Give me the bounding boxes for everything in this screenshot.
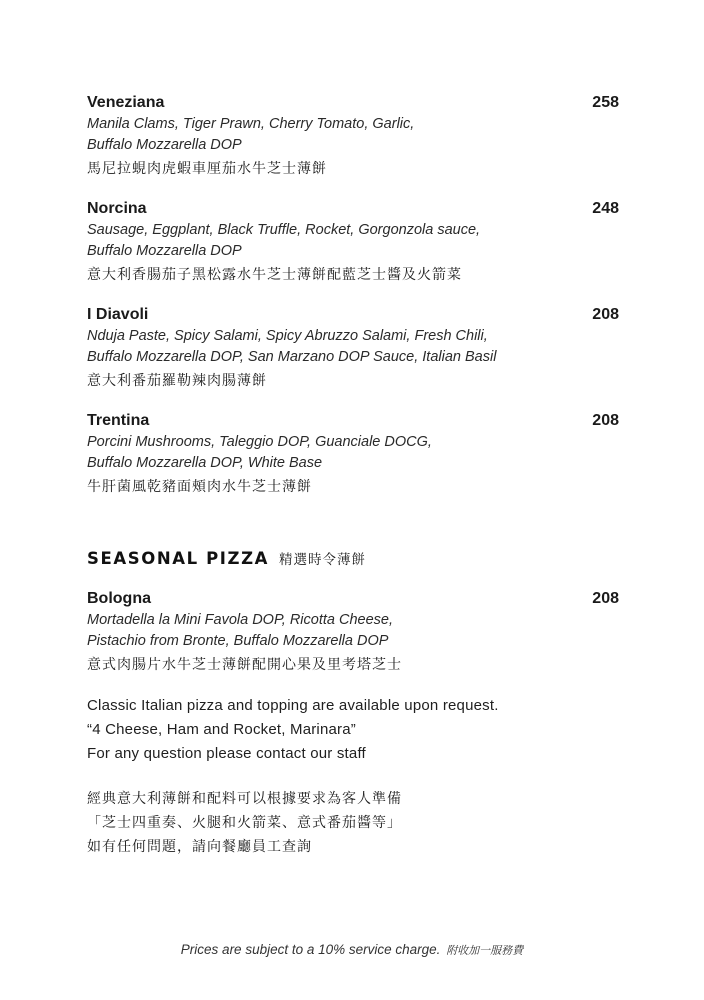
note-line: 「芝士四重奏、火腿和火箭菜、意式番茄醬等」 — [87, 814, 402, 830]
item-name: Veneziana — [87, 94, 165, 111]
note-line: 如有任何問題，請向餐廳員工查詢 — [87, 838, 312, 854]
item-price: 248 — [592, 200, 619, 217]
menu-item-trentina — [87, 410, 619, 498]
item-chinese-name: 意式肉腸片水牛芝士薄餅配開心果及里考塔芝士 — [87, 656, 402, 672]
note-line: 經典意大利薄餅和配料可以根據要求為客人準備 — [87, 790, 402, 806]
menu-page — [87, 92, 619, 858]
item-price: 208 — [592, 412, 619, 429]
footer-text-en: Prices are subject to a 10% service charge. — [180, 942, 441, 957]
menu-item-i-diavoli — [87, 304, 619, 392]
item-description: Buffalo Mozzarella DOP — [87, 243, 242, 259]
service-charge-footer — [0, 942, 704, 958]
item-price: 208 — [592, 590, 619, 607]
menu-item-veneziana — [87, 92, 619, 180]
item-name: I Diavoli — [87, 306, 149, 323]
item-price: 258 — [592, 94, 619, 111]
item-description: Buffalo Mozzarella DOP, White Base — [87, 455, 323, 471]
menu-item-norcina — [87, 198, 619, 286]
item-description: Pistachio from Bronte, Buffalo Mozzarella DOP — [87, 633, 389, 649]
item-description: Buffalo Mozzarella DOP, San Marzano DOP Sauce, Italian Basil — [87, 349, 497, 365]
item-description: Nduja Paste, Spicy Salami, Spicy Abruzzo Salami, Fresh Chili, — [87, 328, 488, 344]
item-description: Porcini Mushrooms, Taleggio DOP, Guanciale DOCG, — [87, 434, 432, 450]
item-description: Mortadella la Mini Favola DOP, Ricotta Cheese, — [87, 612, 393, 628]
item-name: Trentina — [87, 412, 150, 429]
item-chinese-name: 意大利香腸茄子黑松露水牛芝士薄餅配藍芝士醬及火箭菜 — [87, 266, 462, 282]
section-title-zh: 精選時令薄餅 — [279, 552, 367, 567]
item-description: Manila Clams, Tiger Prawn, Cherry Tomato, Garlic, — [87, 116, 415, 132]
section-title-en: SEASONAL PIZZA — [87, 549, 270, 568]
request-note-en — [87, 694, 619, 766]
item-chinese-name: 意大利番茄羅勒辣肉腸薄餅 — [87, 372, 267, 388]
note-line: For any question please contact our staff — [87, 745, 366, 762]
item-chinese-name: 馬尼拉蜆肉虎蝦車厘茄水牛芝士薄餅 — [87, 160, 327, 176]
item-description: Sausage, Eggplant, Black Truffle, Rocket, Gorgonzola sauce, — [87, 222, 481, 238]
item-name: Norcina — [87, 200, 147, 217]
section-heading-seasonal — [87, 548, 619, 568]
item-chinese-name: 牛肝菌風乾豬面頰肉水牛芝士薄餅 — [87, 478, 312, 494]
item-description: Buffalo Mozzarella DOP — [87, 137, 242, 153]
request-note-zh — [87, 786, 619, 858]
footer-text-zh: 附收加一服務費 — [446, 945, 524, 957]
note-line: “4 Cheese, Ham and Rocket, Marinara” — [87, 721, 356, 738]
note-line: Classic Italian pizza and topping are available upon request. — [87, 697, 499, 714]
menu-item-bologna — [87, 588, 619, 676]
item-price: 208 — [592, 306, 619, 323]
item-name: Bologna — [87, 590, 151, 607]
